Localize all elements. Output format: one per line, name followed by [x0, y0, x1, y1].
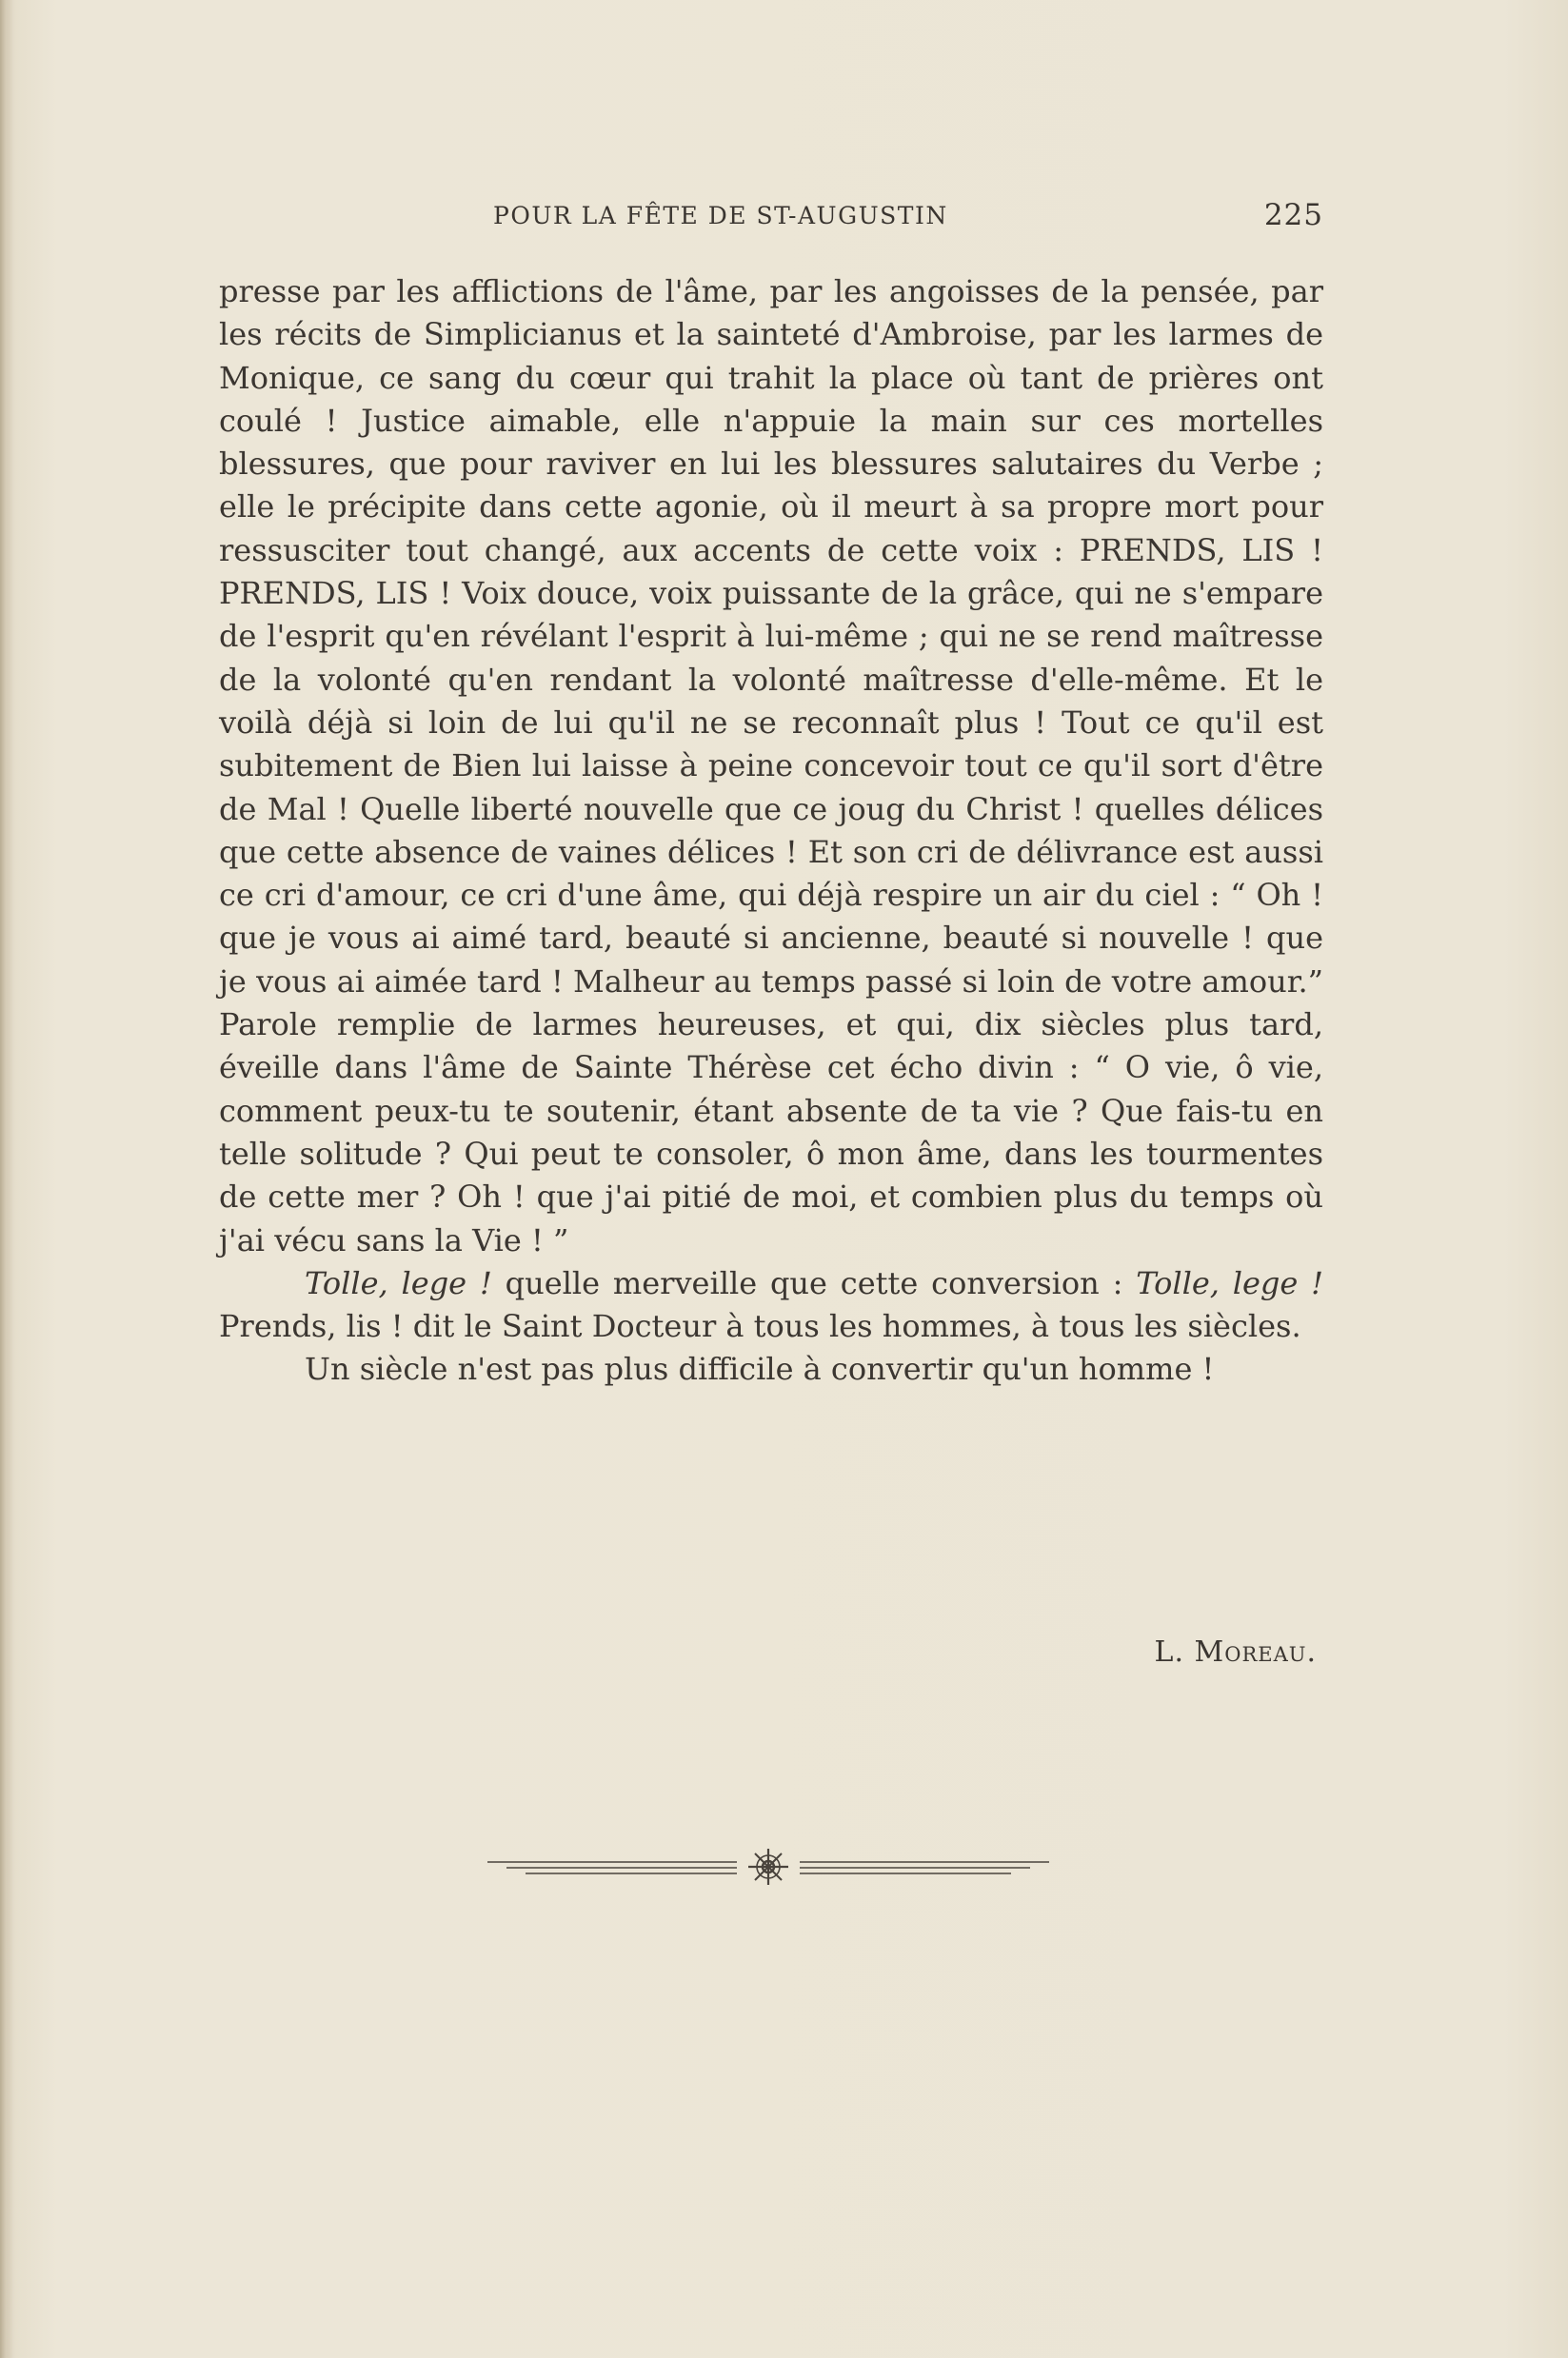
- latin-quote: Tolle, lege !: [1136, 1264, 1324, 1301]
- page-number: 225: [1263, 198, 1323, 232]
- paragraph-text: Prends, lis ! dit le Saint Docteur à tous les hommes, à tous les siècles.: [219, 1308, 1301, 1345]
- paragraph-text: quelle merveille que cette conversion :: [491, 1264, 1137, 1301]
- paragraph: presse par les afflictions de l'âme, par les angoisses de la pensée, par les récits de Simplicianus et la sainteté d'Ambroise, par les larmes de Monique, ce sang du cœur qui trahit la place où tant de prières ont coulé ! Justice aimable, elle n'appuie la main sur ces mortelles blessures, que pour raviver en lui les blessures salutaires du Verbe ; elle le précipite dans cette agonie, où il meurt à sa propre mort pour ressusciter tout changé, aux accents de cette voix : PRENDS, LIS ! PRENDS, LIS ! Voix douce, voix puissante de la grâce, qui ne s'empare de l'esprit qu'en révélant l'esprit à lui-même ; qui ne se rend maîtresse de la volonté qu'en rendant la volonté maîtresse d'elle-même. Et le voilà déjà si loin de lui qu'il ne se reconnaît plus ! Tout ce qu'il est subitement de Bien lui laisse à peine concevoir tout ce qu'il sort d'être de Mal ! Quelle liberté nouvelle que ce joug du Christ ! quelles délices que cette absence de vaines délices ! Et son cri de délivrance est aussi ce cri d'amour, ce cri d'une âme, qui déjà respire un air du ciel : “ Oh ! que je vous ai aimé tard, beauté si ancienne, beauté si nouvelle ! que je vous ai aimée tard ! Malheur au temps passé si loin de votre amour.” Parole remplie de larmes heureuses, et qui, dix siècles plus tard, éveille dans l'âme de Sainte Thérèse cet écho divin : “ O vie, ô vie, comment peux-tu te soutenir, étant absente de ta vie ? Que fais-tu en telle solitude ? Qui peut te consoler, ô mon âme, dans les tourmentes de cette mer ? Oh ! que j'ai pitié de moi, et combien plus du temps où j'ai vécu sans la Vie ! ”: [219, 273, 1323, 1258]
- paragraph: Un siècle n'est pas plus difficile à convertir qu'un homme !: [305, 1351, 1215, 1388]
- paragraph: [219, 1262, 1323, 1349]
- latin-quote: Tolle, lege !: [305, 1264, 492, 1301]
- author-signature: L. Moreau.: [1154, 1635, 1317, 1669]
- page-binding-edge: [0, 0, 13, 2358]
- running-header: [219, 198, 1323, 236]
- body-text: [219, 270, 1323, 1392]
- ornament-divider-icon: [487, 1847, 1049, 1885]
- running-title: POUR LA FÊTE DE ST-AUGUSTIN: [493, 202, 948, 229]
